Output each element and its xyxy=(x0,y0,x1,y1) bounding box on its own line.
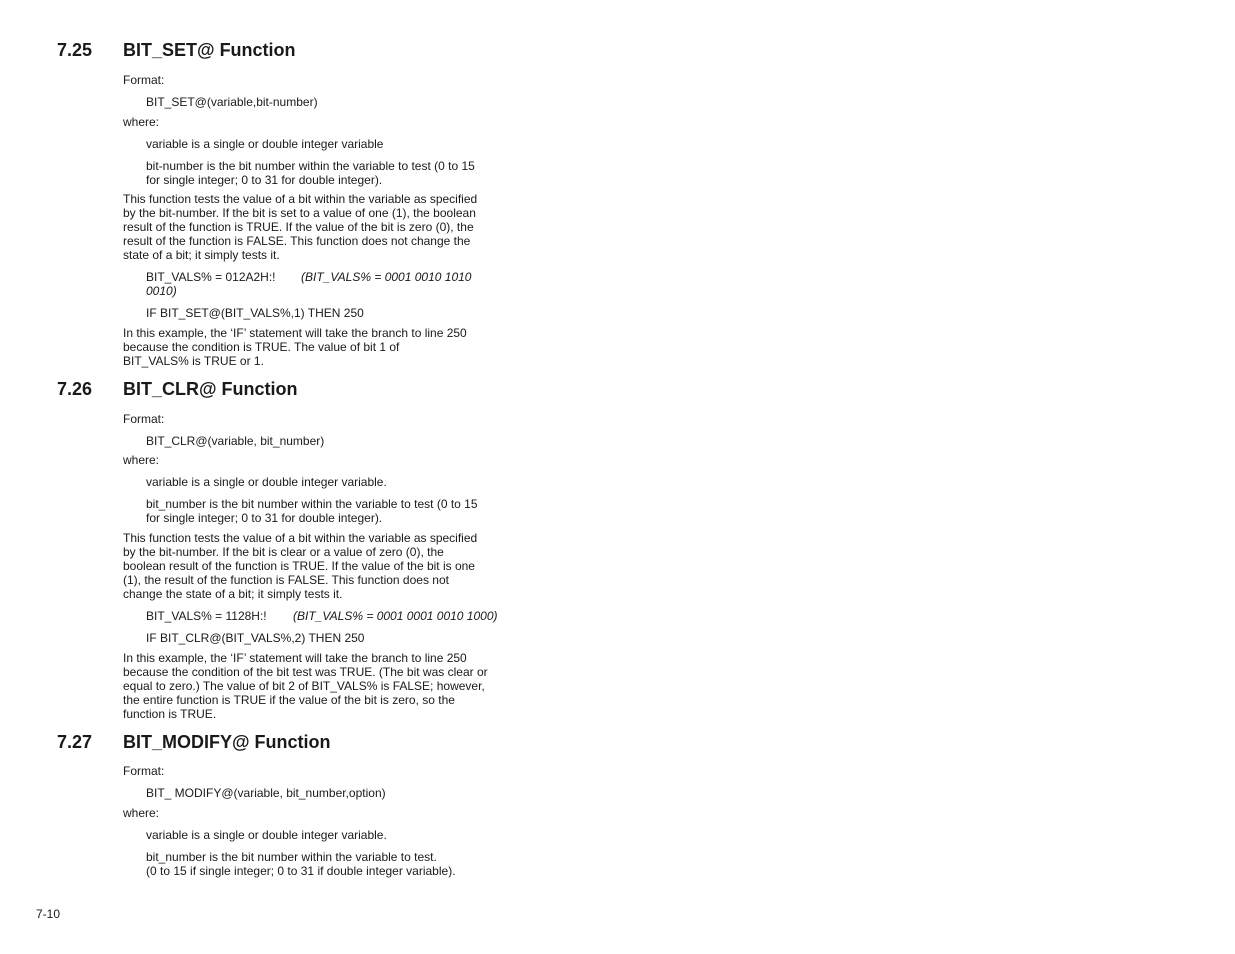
section-heading-7-25 xyxy=(57,39,296,61)
syntax-line: BIT_ MODIFY@(variable, bit_number,option) xyxy=(146,786,386,800)
explanation-line-1: In this example, the ‘IF’ statement will take the branch to line 250 xyxy=(123,651,467,665)
explanation-line-5: function is TRUE. xyxy=(123,707,217,721)
description-line-2: by the bit-number. If the bit is clear or a value of zero (0), the xyxy=(123,545,444,559)
description-line-2: by the bit-number. If the bit is set to a value of one (1), the boolean xyxy=(123,206,476,220)
section-title: BIT_SET@ Function xyxy=(123,40,296,60)
where-label: where: xyxy=(123,453,160,467)
description-line-3: result of the function is TRUE. If the value of the bit is zero (0), the xyxy=(123,220,474,234)
example-code: BIT_VALS% = 1128H:! xyxy=(146,609,267,623)
syntax-line: BIT_CLR@(variable, bit_number) xyxy=(146,434,325,448)
parameter-bit-number-line-1: bit-number is the bit number within the variable to test (0 to 15 xyxy=(146,159,475,173)
parameter-bit-number-line-2: for single integer; 0 to 31 for double integer). xyxy=(146,173,383,187)
description-line-5: change the state of a bit; it simply tests it. xyxy=(123,587,343,601)
example-comment-line-1: (BIT_VALS% = 0001 0001 0010 1000) xyxy=(293,609,498,623)
section-number: 7.27 xyxy=(57,732,93,752)
parameter-bit-number-line-2: for single integer; 0 to 31 for double integer). xyxy=(146,511,383,525)
parameter-bit-number-line-2: (0 to 15 if single integer; 0 to 31 if double integer variable). xyxy=(146,864,456,878)
explanation-line-1: In this example, the ‘IF’ statement will take the branch to line 250 xyxy=(123,326,467,340)
example-comment-line-1: (BIT_VALS% = 0001 0010 1010 xyxy=(301,270,472,284)
section-heading-7-26 xyxy=(57,378,298,400)
explanation-line-3: equal to zero.) The value of bit 2 of BIT_VALS% is FALSE; however, xyxy=(123,679,485,693)
explanation-line-2: because the condition of the bit test was TRUE. (The bit was clear or xyxy=(123,665,488,679)
format-label: Format: xyxy=(123,412,165,426)
where-label: where: xyxy=(123,115,160,129)
syntax-line: BIT_SET@(variable,bit-number) xyxy=(146,95,318,109)
example-if-statement: IF BIT_CLR@(BIT_VALS%,2) THEN 250 xyxy=(146,631,365,645)
explanation-line-3: BIT_VALS% is TRUE or 1. xyxy=(123,354,264,368)
section-title: BIT_MODIFY@ Function xyxy=(123,732,331,752)
section-title: BIT_CLR@ Function xyxy=(123,379,298,399)
description-line-4: (1), the result of the function is FALSE. This function does not xyxy=(123,573,449,587)
parameter-bit-number-line-1: bit_number is the bit number within the variable to test (0 to 15 xyxy=(146,497,478,511)
where-label: where: xyxy=(123,806,160,820)
explanation-line-4: the entire function is TRUE if the value of the bit is zero, so the xyxy=(123,693,455,707)
section-number: 7.25 xyxy=(57,40,93,60)
format-label: Format: xyxy=(123,764,165,778)
example-if-statement: IF BIT_SET@(BIT_VALS%,1) THEN 250 xyxy=(146,306,364,320)
description-line-5: state of a bit; it simply tests it. xyxy=(123,248,280,262)
example-code: BIT_VALS% = 012A2H:! xyxy=(146,270,276,284)
parameter-bit-number-line-1: bit_number is the bit number within the variable to test. xyxy=(146,850,437,864)
section-heading-7-27 xyxy=(57,731,331,753)
parameter-variable: variable is a single or double integer variable. xyxy=(146,828,387,842)
description-line-1: This function tests the value of a bit within the variable as specified xyxy=(123,192,478,206)
parameter-variable: variable is a single or double integer variable xyxy=(146,137,384,151)
section-number: 7.26 xyxy=(57,379,93,399)
description-line-1: This function tests the value of a bit within the variable as specified xyxy=(123,531,478,545)
explanation-line-2: because the condition is TRUE. The value of bit 1 of xyxy=(123,340,400,354)
page-number: 7-10 xyxy=(36,907,61,921)
description-line-4: result of the function is FALSE. This function does not change the xyxy=(123,234,471,248)
description-line-3: boolean result of the function is TRUE. If the value of the bit is one xyxy=(123,559,475,573)
format-label: Format: xyxy=(123,73,165,87)
parameter-variable: variable is a single or double integer variable. xyxy=(146,475,387,489)
example-comment-line-2: 0010) xyxy=(146,284,177,298)
